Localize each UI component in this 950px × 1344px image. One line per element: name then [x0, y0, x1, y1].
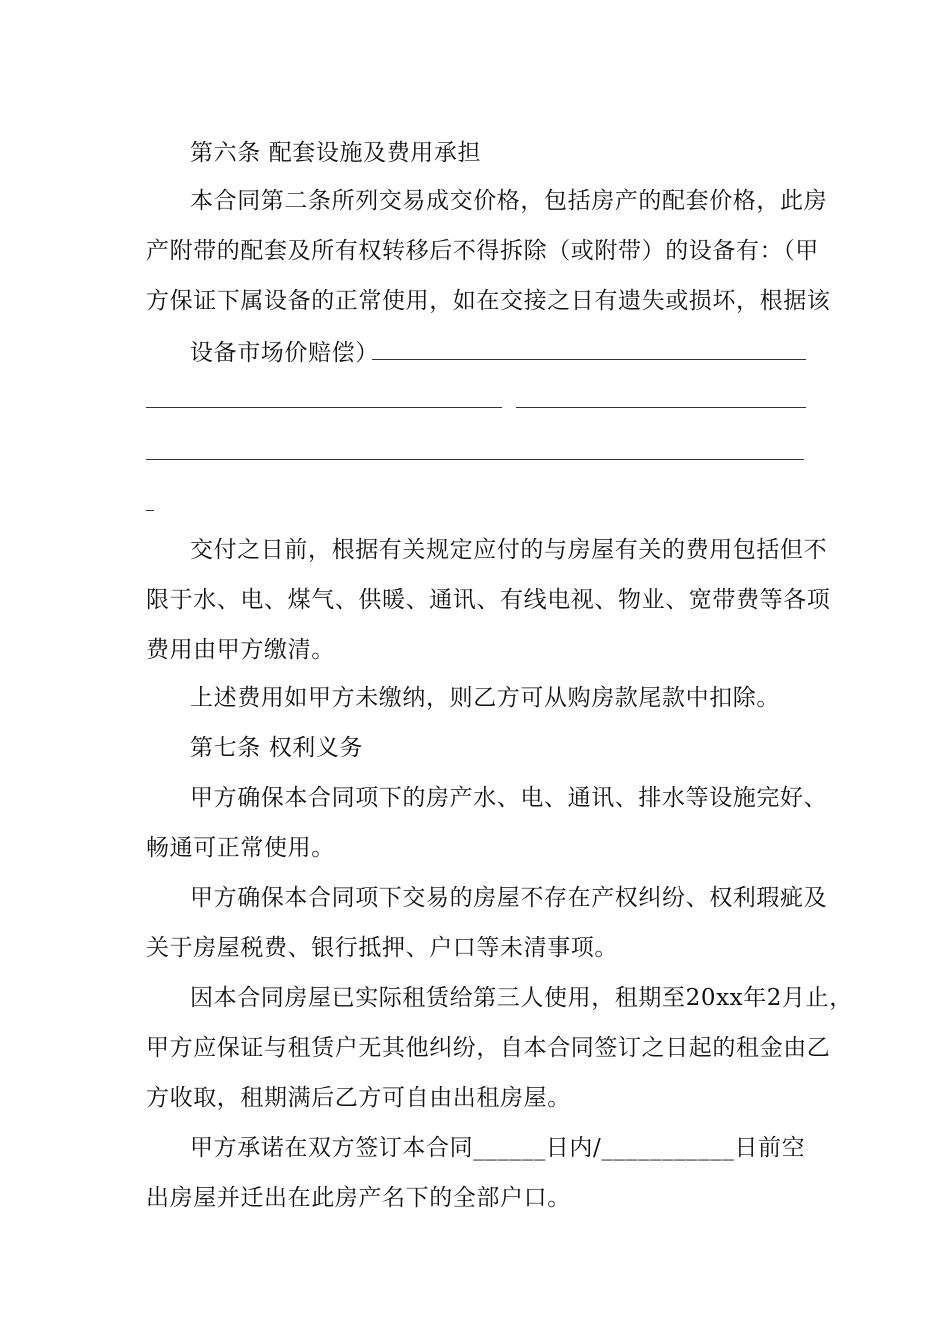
- article-6-heading: 第六条 配套设施及费用承担: [190, 140, 482, 166]
- paragraph-line: 本合同第二条所列交易成交价格，包括房产的配套价格，此房: [190, 188, 828, 214]
- paragraph-line: 甲方应保证与租赁户无其他纠纷，自本合同签订之日起的租金由乙: [146, 1035, 831, 1061]
- paragraph-line: 关于房屋税费、银行抵押、户口等未清事项。: [146, 935, 618, 961]
- paragraph-line: 上述费用如甲方未缴纳，则乙方可从购房款尾款中扣除。: [190, 685, 780, 711]
- fill-in-underline: [146, 407, 502, 408]
- fill-in-underline: [516, 407, 806, 408]
- article-7-heading: 第七条 权利义务: [190, 735, 364, 761]
- paragraph-line: 费用由甲方缴清。: [146, 637, 335, 663]
- paragraph-line: 因本合同房屋已实际租赁给第三人使用，租期至20xx年2月止，: [190, 985, 853, 1011]
- paragraph-line: 设备市场价赔偿）: [190, 340, 379, 366]
- paragraph-line: 产附带的配套及所有权转移后不得拆除（或附带）的设备有：（甲: [146, 238, 819, 264]
- paragraph-line: 限于水、电、煤气、供暖、通讯、有线电视、物业、宽带费等各项: [146, 587, 831, 613]
- paragraph-line: 方收取，租期满后乙方可自由出租房屋。: [146, 1085, 571, 1111]
- fill-in-underline: [146, 510, 154, 511]
- paragraph-line: 甲方确保本合同项下的房产水、电、通讯、排水等设施完好、: [190, 785, 828, 811]
- paragraph-line: 交付之日前，根据有关规定应付的与房屋有关的费用包括但不: [190, 537, 828, 563]
- fill-in-underline: [146, 459, 804, 460]
- paragraph-line: 畅通可正常使用。: [146, 835, 335, 861]
- paragraph-line: 方保证下属设备的正常使用，如在交接之日有遗失或损坏，根据该: [146, 288, 831, 314]
- paragraph-line: 出房屋并迁出在此房产名下的全部户口。: [146, 1185, 571, 1211]
- paragraph-line: 甲方确保本合同项下交易的房屋不存在产权纠纷、权利瑕疵及: [190, 885, 828, 911]
- paragraph-line: 甲方承诺在双方签订本合同______日内/___________日前空: [190, 1135, 806, 1161]
- fill-in-underline: [372, 359, 806, 360]
